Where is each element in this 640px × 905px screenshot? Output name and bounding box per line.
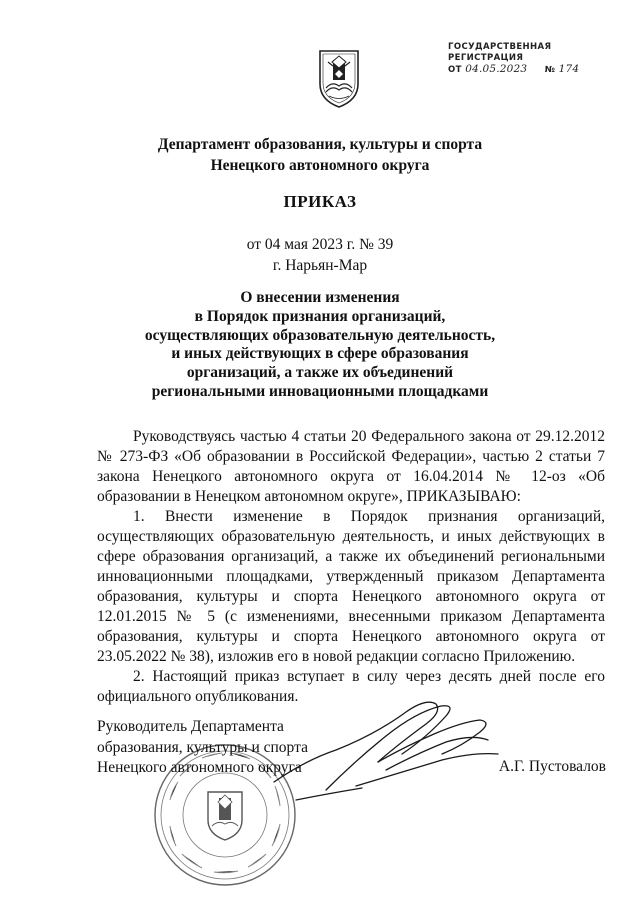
subject-line-1: О внесении изменения <box>240 289 400 306</box>
order-city: г. Нарьян-Мар <box>272 257 368 274</box>
document-type-title: ПРИКАЗ <box>283 192 357 211</box>
registration-number-prefix: № <box>544 65 556 75</box>
signatory-name: А.Г. Пустовалов <box>498 758 606 775</box>
order-date-number: от 04 мая 2023 г. № 39 <box>246 236 394 253</box>
preamble-paragraph: Руководствуясь частью 4 статьи 20 Федерального закона от 29.12.2012 № 273-ФЗ «Об образовании в Российской Федерации», частью 2 статьи 7 закона Ненецкого автономного округа от 16.04.2014 № 12-оз «Об образовании в Ненецком автономном округе», ПРИКАЗЫВАЮ: <box>97 428 605 505</box>
order-subject <box>0 289 640 402</box>
order-item-1: 1. Внести изменение в Порядок признания организаций, осуществляющих образовательную деятельность, и иных действующих в сфере образования организаций, а также их объединений региональными инновационными площадками, утвержденный приказом Департамента образования, культуры и спорта Ненецкого автономного округа от 12.01.2015 № 5 (с изменениями, внесенными приказом Департамента образования, культуры и спорта Ненецкого автономного округа от 23.05.2022 № 38), изложив его в новой редакции согласно Приложению. <box>97 508 605 665</box>
registration-stamp-line2: РЕГИСТРАЦИЯ <box>448 53 524 63</box>
signatory-position-line-1: Руководитель Департамента <box>97 718 284 735</box>
signatory-position-line-3: Ненецкого автономного округа <box>97 759 302 776</box>
registration-stamp <box>448 42 598 76</box>
handwritten-signature-icon <box>266 690 506 810</box>
registration-date: 04.05.2023 <box>465 63 528 75</box>
subject-line-5: организаций, а также их объединений <box>186 364 454 382</box>
order-body <box>97 427 605 707</box>
department-line-2: Ненецкого автономного округа <box>210 157 430 174</box>
registration-number: 174 <box>558 63 580 75</box>
subject-line-2: в Порядок признания организаций, <box>194 307 446 325</box>
department-line-1: Департамент образования, культуры и спорта <box>157 136 483 153</box>
subject-line-4: и иных действующих в сфере образования <box>171 345 469 363</box>
signatory-position-line-2: образования, культуры и спорта <box>97 738 308 756</box>
order-item-2: 2. Настоящий приказ вступает в силу через десять дней после его официального опубликования. <box>97 668 605 705</box>
registration-stamp-date-row <box>448 64 598 76</box>
coat-of-arms-icon <box>316 48 362 110</box>
registration-stamp-line1: ГОСУДАРСТВЕННАЯ <box>448 42 552 52</box>
order-date-block <box>0 234 640 276</box>
registration-date-prefix: ОТ <box>448 65 462 75</box>
department-name <box>0 134 640 176</box>
subject-line-6: региональными инновационными площадками <box>151 382 489 400</box>
subject-line-3: осуществляющих образовательную деятельность, <box>144 326 496 344</box>
